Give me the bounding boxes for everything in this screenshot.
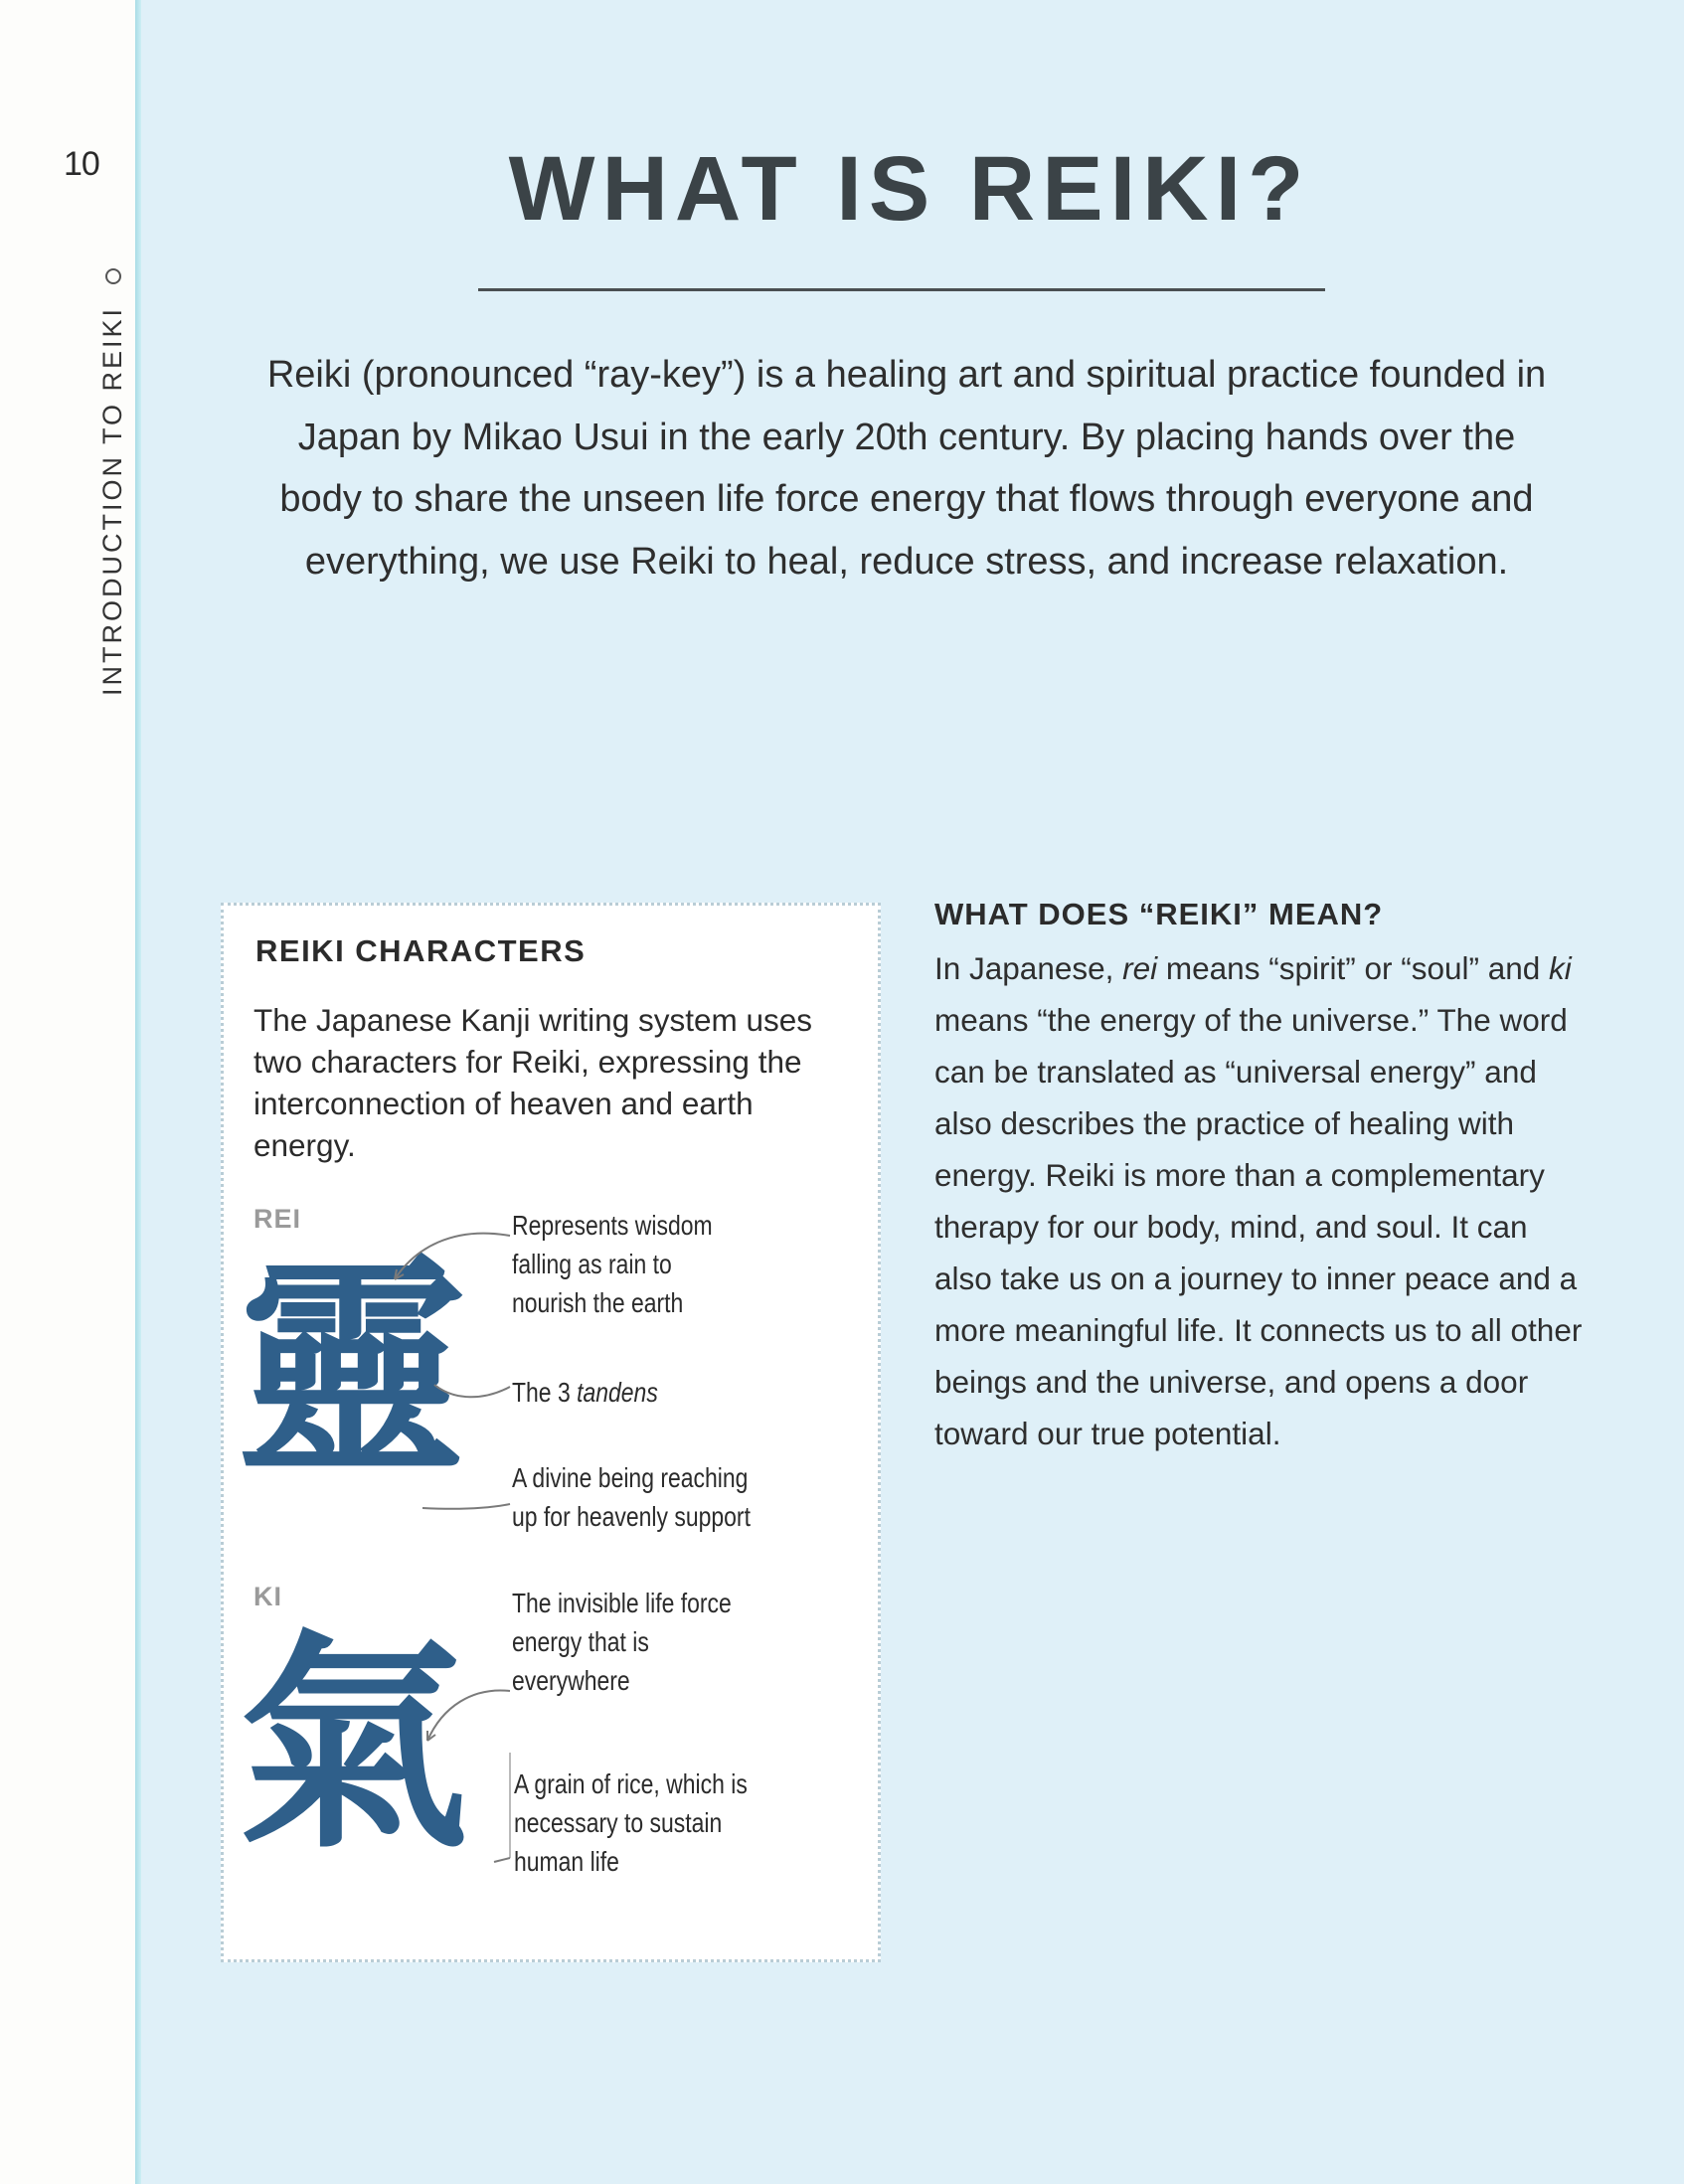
- ki-annotation-rice: A grain of rice, which is necessary to sustain human life: [514, 1768, 748, 1877]
- reiki-characters-box: [221, 903, 881, 1962]
- running-head-text: INTRODUCTION TO REIKI: [97, 305, 127, 696]
- rei-annotation-wisdom: Represents wisdom falling as rain to nourish the earth: [512, 1210, 713, 1318]
- page-title: WHAT IS REIKI?: [508, 138, 1311, 240]
- title-underline: [478, 288, 1325, 291]
- rei-annotation-divine-being: A divine being reaching up for heavenly support: [512, 1462, 751, 1532]
- rei-kanji: 靈: [236, 1233, 467, 1504]
- meaning-heading: WHAT DOES “REIKI” MEAN?: [934, 897, 1384, 931]
- page-number: 10: [64, 145, 99, 183]
- box-description: The Japanese Kanji writing system uses two characters for Reiki, expressing the interconnection of heaven and earth energy.: [253, 1002, 813, 1163]
- ki-label: KI: [253, 1582, 282, 1611]
- ki-annotation-life-force: The invisible life force energy that is everywhere: [512, 1588, 732, 1696]
- rei-annotation-tandens: The 3 tandens: [512, 1377, 658, 1408]
- rei-label: REI: [253, 1204, 302, 1234]
- circle-icon: [105, 268, 121, 284]
- leader-line-divine-being: [422, 1504, 510, 1509]
- running-head: [97, 268, 128, 696]
- meaning-paragraph: In Japanese, rei means “spirit” or “soul” and ki means “the energy of the universe.” The word can be translated as “universal energy” and also describes the practice of healing with energy. Reiki is more than a complementary therapy for our body, mind, and soul. It can also take us on a journey to inner peace and a more meaningful life. It connects us to all other beings and the universe, and opens a door toward our true potential.: [934, 950, 1583, 1451]
- intro-paragraph: Reiki (pronounced “ray-key”) is a healing art and spiritual practice founded in Japan by Mikao Usui in the early 20th century. By placing hands over the body to share the unseen life force energy that flows through everyone and everything, we use Reiki to heal, reduce stress, and increase relaxation.: [266, 354, 1547, 583]
- page-gutter: [0, 0, 135, 2184]
- box-title: REIKI CHARACTERS: [255, 933, 587, 968]
- ki-kanji: 氣: [238, 1608, 469, 1880]
